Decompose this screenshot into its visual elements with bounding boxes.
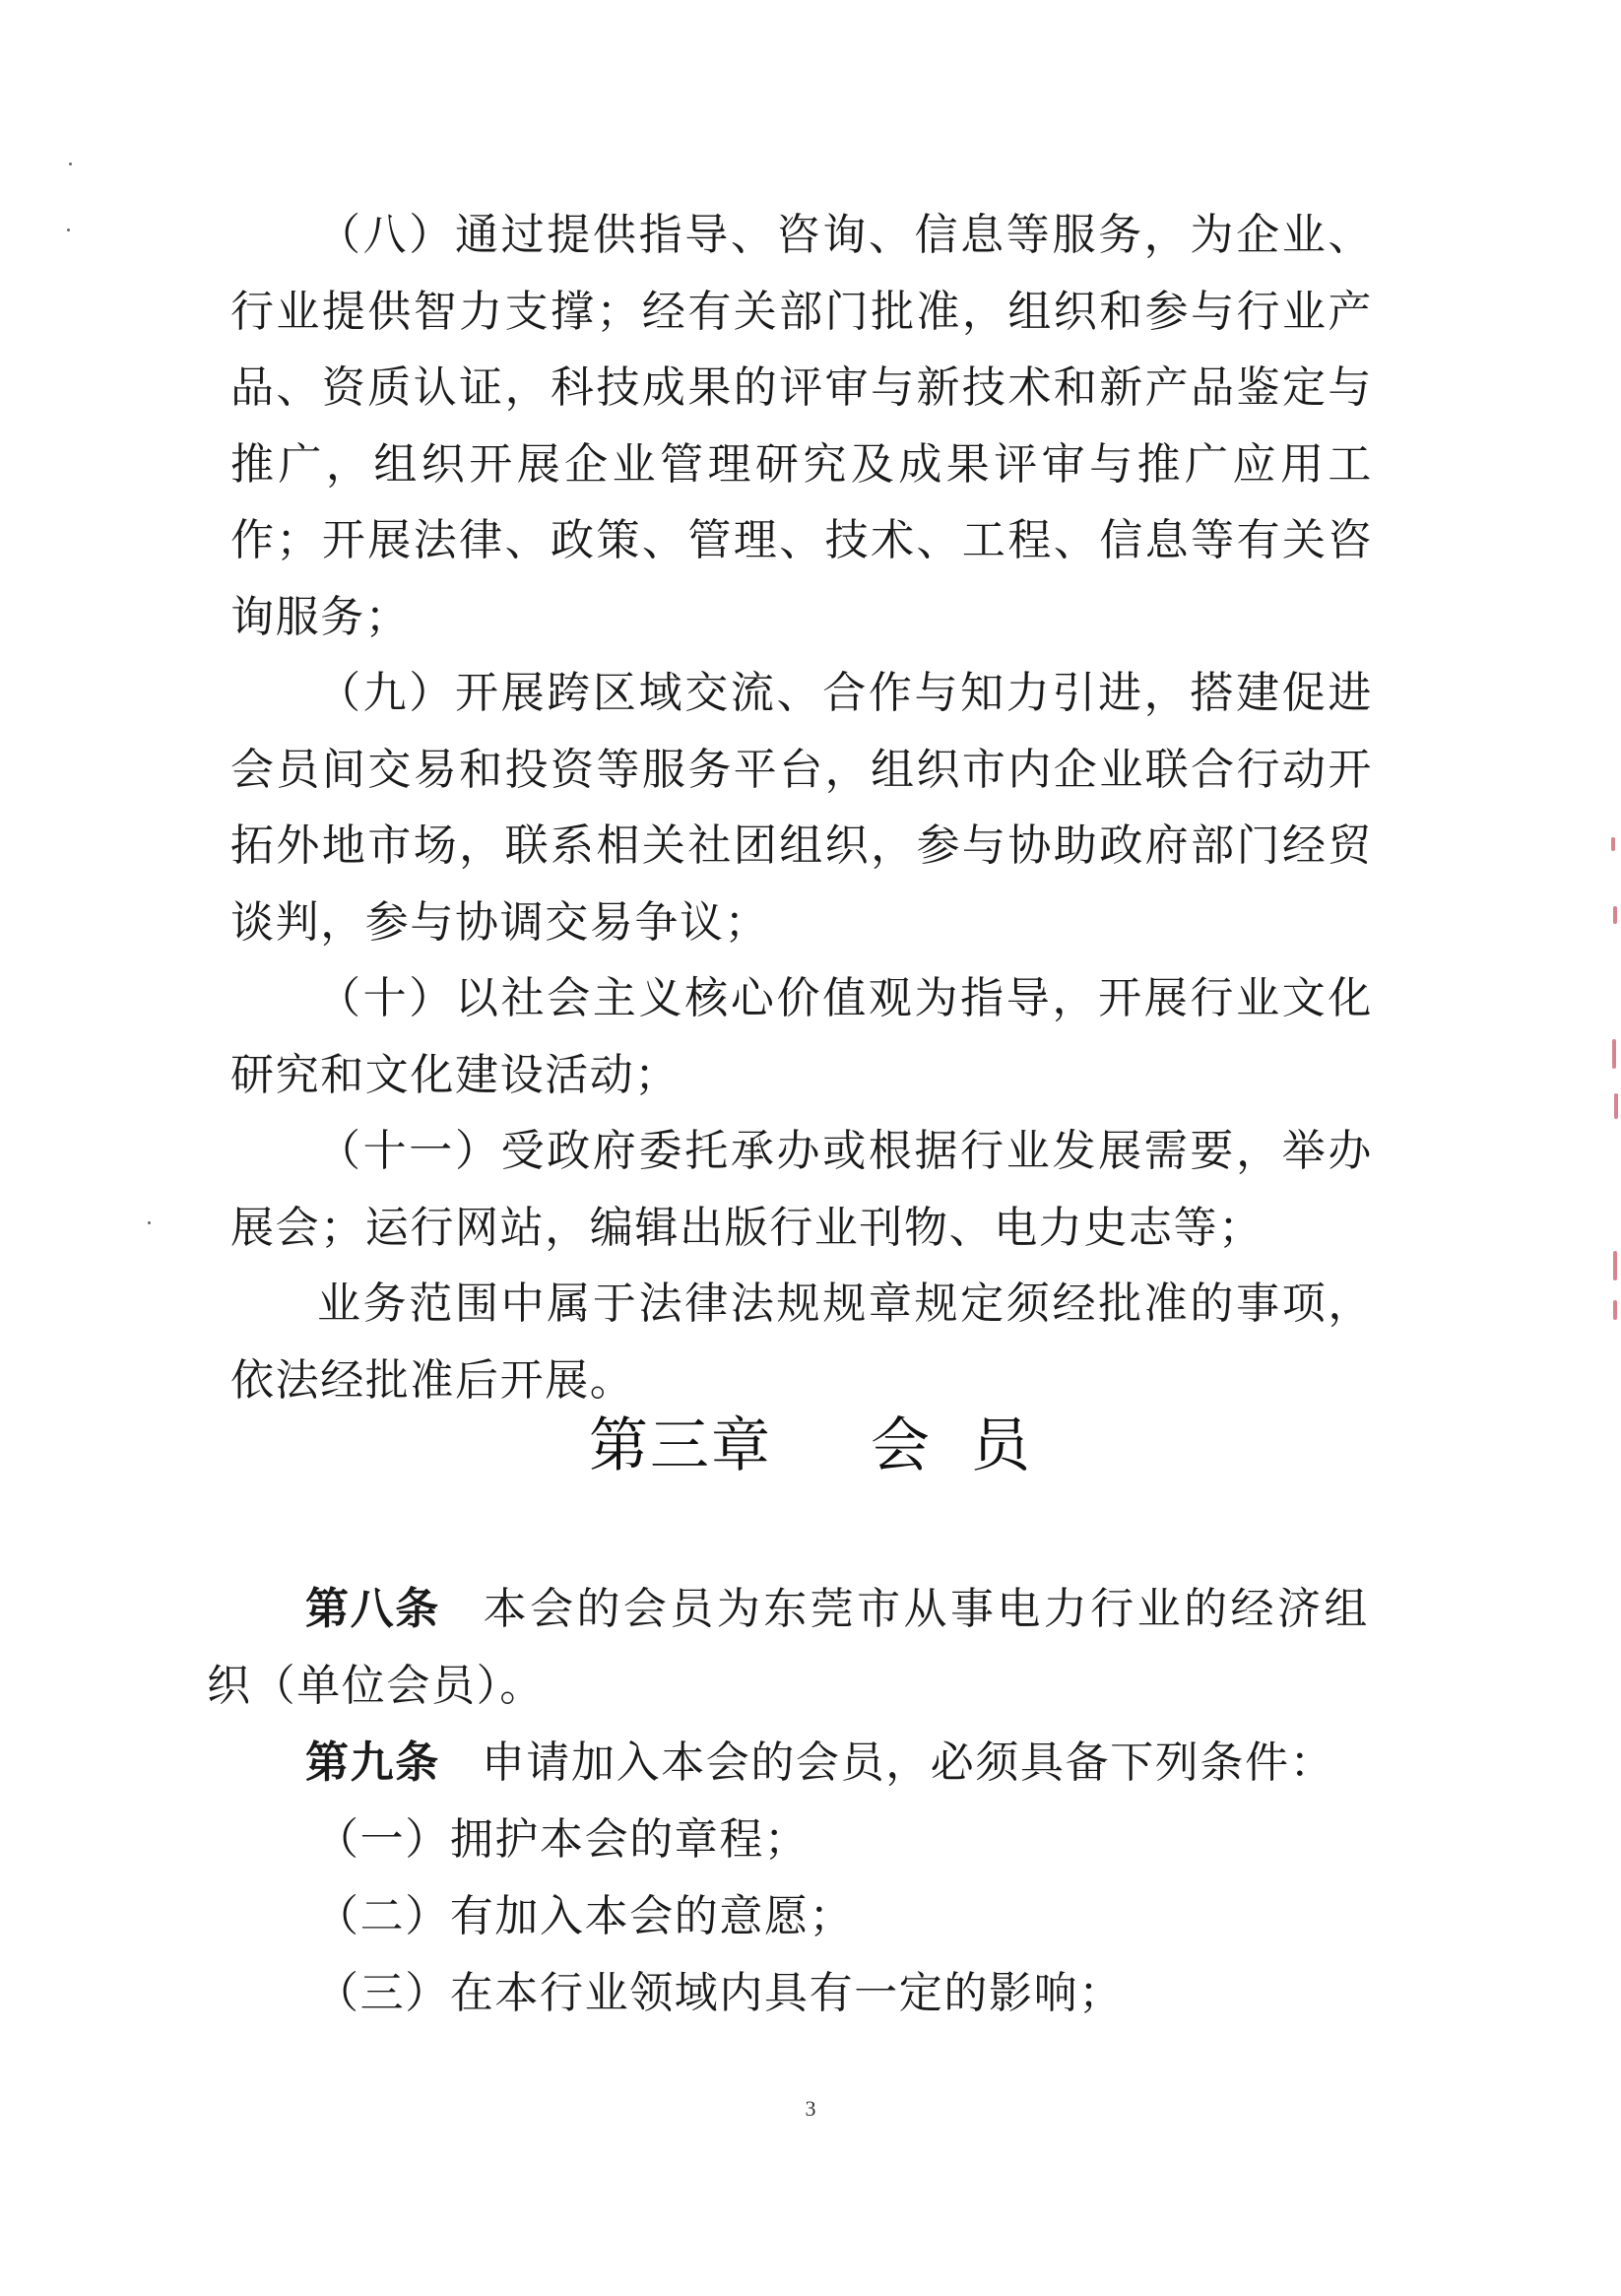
seal-edge-mark bbox=[1611, 837, 1615, 851]
paragraph-approval-note: 业务范围中属于法律法规规章规定须经批准的事项，依法经批准后开展。 bbox=[230, 1279, 1373, 1406]
seal-edge-mark bbox=[1613, 1300, 1617, 1320]
article-8-heading: 第八条 bbox=[305, 1584, 440, 1634]
chapter-heading bbox=[0, 1407, 1621, 1485]
article-9 bbox=[207, 1725, 1369, 1802]
article-9-heading: 第九条 bbox=[305, 1738, 440, 1788]
seal-edge-mark bbox=[1612, 1039, 1616, 1069]
paragraph-item-9: （九）开展跨区域交流、合作与知力引进，搭建促进会员间交易和投资等服务平台，组织市内企业联合行动开拓外地市场，联系相关社团组织，参与协助政府部门经贸谈判，参与协调交易争议； bbox=[230, 668, 1373, 948]
seal-edge-mark bbox=[1613, 1251, 1617, 1280]
scan-speck bbox=[67, 229, 70, 231]
condition-item-2: （二）有加入本会的意愿； bbox=[315, 1891, 855, 1941]
condition-item-3: （三）在本行业领域内具有一定的影响； bbox=[315, 1968, 1124, 2018]
article-8 bbox=[207, 1571, 1369, 1725]
paragraph-item-8: （八）通过提供指导、咨询、信息等服务，为企业、行业提供智力支撑；经有关部门批准，组织和参与行业产品、资质认证，科技成果的评审与新技术和新产品鉴定与推广，组织开展企业管理研究及成果评审与推广应用工作；开展法律、政策、管理、技术、工程、信息等有关咨询服务； bbox=[230, 210, 1373, 642]
chapter-title-char-1: 会 bbox=[871, 1411, 932, 1480]
membership-articles bbox=[207, 1571, 1369, 2032]
business-scope-section bbox=[230, 197, 1373, 1418]
article-9-text: 申请加入本会的会员，必须具备下列条件： bbox=[481, 1738, 1335, 1788]
chapter-number: 第三章 bbox=[589, 1411, 772, 1480]
chapter-title-char-2: 员 bbox=[971, 1411, 1032, 1480]
article-8-text: 本会的会员为东莞市从事电力行业的经济组织（单位会员）。 bbox=[207, 1584, 1369, 1711]
condition-item-1: （一）拥护本会的章程； bbox=[315, 1814, 810, 1865]
paragraph-item-11: （十一）受政府委托承办或根据行业发展需要，举办展会；运行网站，编辑出版行业刊物、电力史志等； bbox=[230, 1126, 1373, 1253]
paragraph-item-10: （十）以社会主义核心价值观为指导，开展行业文化研究和文化建设活动； bbox=[230, 973, 1373, 1100]
seal-edge-mark bbox=[1614, 1093, 1618, 1119]
scan-speck bbox=[148, 1221, 151, 1224]
seal-edge-mark bbox=[1613, 906, 1617, 924]
page-number: 3 bbox=[805, 2096, 816, 2121]
scan-speck bbox=[69, 163, 72, 165]
